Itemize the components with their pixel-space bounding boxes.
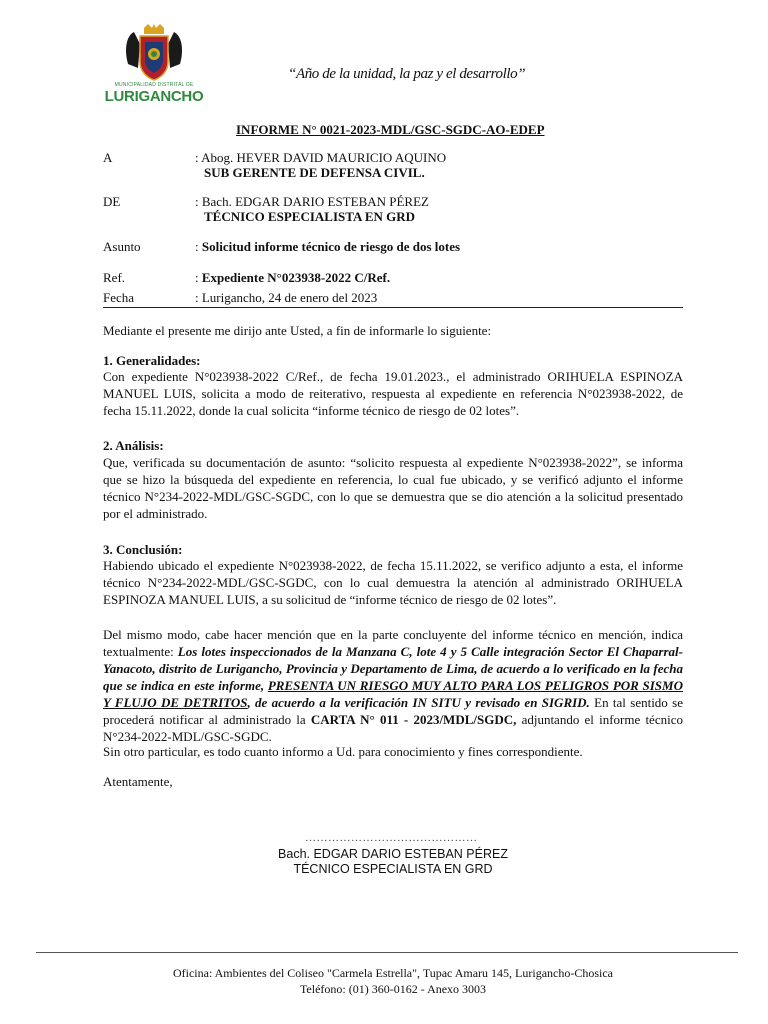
ref-text: Expediente N°023938-2022 C/Ref. (201, 270, 391, 285)
report-title: INFORME N° 0021-2023-MDL/GSC-SGDC-AO-EDEP (236, 122, 545, 137)
section-2-text: Que, verificada su documentación de asunto: “solicito respuesta al expediente N°023938-2022”, se informa que se hizo la búsqueda del expediente en referencia, lo cual fue ubicado, y se verificó adjunto el informe técnico N°234-2022-MDL/GSC-SGDC, con lo que se demuestra que se dio atención a la solicitud presentado por el administrado. (103, 455, 683, 521)
field-a-label: A (103, 150, 113, 165)
ref-colon: : (195, 270, 202, 285)
field-fecha-label: Fecha (103, 290, 135, 305)
extra-paragraph (103, 626, 683, 745)
section-1-title: 1. Generalidades: (103, 353, 201, 368)
extra-notify: En tal sentido se procederá notificar al administrado la (103, 695, 683, 727)
extra-carta: CARTA N° 011 - 2023/MDL/SGDC, (310, 712, 517, 727)
intro-paragraph: Mediante el presente me dirijo ante Usted, a fin de informarle lo siguiente: (103, 323, 492, 338)
closing-paragraph: Sin otro particular, es todo cuanto informo a Ud. para conocimiento y fines correspondiente. (103, 744, 583, 759)
field-a-role: SUB GERENTE DE DEFENSA CIVIL. (204, 165, 425, 180)
asunto-colon: : (195, 239, 202, 254)
extra-risk-highlight: PRESENTA UN RIESGO MUY ALTO PARA LOS PELIGROS POR SISMO Y FLUJO DE DETRITOS (103, 678, 683, 710)
footer-address: Oficina: Ambientes del Coliseo "Carmela Estrella", Tupac Amaru 145, Lurigancho-Chosica (172, 966, 614, 980)
extra-quote: Los lotes inspeccionados de la Manzana C, lote 4 y 5 Calle integración Sector El Chaparral-Yanacoto, distrito de Lurigancho, Provincia y Departamento de Lima, de acuerdo a lo verificado en la fecha que se indica en este informe, (103, 644, 683, 693)
field-a-value: : Abog. HEVER DAVID MAURICIO AQUINO (195, 150, 447, 165)
extra-quote-end: , de acuerdo a la verificación IN SITU y revisado en SIGRID. (247, 695, 590, 710)
signature-line: ……………………………………… (305, 832, 478, 844)
section-1-text: Con expediente N°023938-2022 C/Ref., de fecha 19.01.2023., el administrado ORIHUELA ESPINOZA MANUEL LUIS, solicita a modo de reiterativo, respuesta al expediente en referencia N°023938-2022, de fecha 15.11.2022, donde la cual solicita “informe técnico de riesgo de 02 lotes”. (103, 369, 683, 418)
field-fecha-value: : Lurigancho, 24 de enero del 2023 (195, 290, 378, 305)
logo-caption: MUNICIPALIDAD DISTRITAL DE (114, 82, 194, 88)
signer-name: Bach. EDGAR DARIO ESTEBAN PÉREZ (278, 847, 508, 861)
section-3-title: 3. Conclusión: (103, 542, 183, 557)
asunto-text: Solicitud informe técnico de riesgo de dos lotes (201, 239, 461, 254)
header-divider (103, 307, 683, 308)
field-de-label: DE (103, 194, 121, 209)
field-asunto-label: Asunto (103, 239, 141, 254)
section-2-title: 2. Análisis: (103, 438, 164, 453)
logo-wordmark: LURIGANCHO (104, 88, 204, 105)
section-3-text: Habiendo ubicado el expediente N°023938-2022, de fecha 15.11.2022, se verifico adjunto a esta, el informe técnico N°234-2022-MDL/GSC-SGDC, con lo cual demuestra la atención al administrado ORIHUELA ESPINOZA MANUEL LUIS, a su solicitud de “informe técnico de riesgo de 02 lotes”. (103, 558, 683, 607)
field-de-role: TÉCNICO ESPECIALISTA EN GRD (204, 209, 416, 224)
signer-role: TÉCNICO ESPECIALISTA EN GRD (293, 862, 493, 876)
footer-divider (36, 952, 738, 953)
field-ref-value (195, 270, 390, 286)
municipality-logo (104, 24, 204, 108)
field-de-value: : Bach. EDGAR DARIO ESTEBAN PÉREZ (195, 194, 429, 209)
footer-phone: Teléfono: (01) 360-0162 - Anexo 3003 (299, 982, 487, 996)
extra-intro: Del mismo modo, cabe hacer mención que en la parte concluyente del informe técnico en mención, indica textualmente: (103, 627, 683, 659)
farewell: Atentamente, (103, 774, 173, 789)
extra-attach: adjuntando el informe técnico N°234-2022-MDL/GSC-SGDC. (103, 712, 683, 744)
year-motto: “Año de la unidad, la paz y el desarrollo” (288, 66, 526, 82)
field-ref-label: Ref. (103, 270, 126, 285)
field-asunto-value (195, 239, 460, 255)
